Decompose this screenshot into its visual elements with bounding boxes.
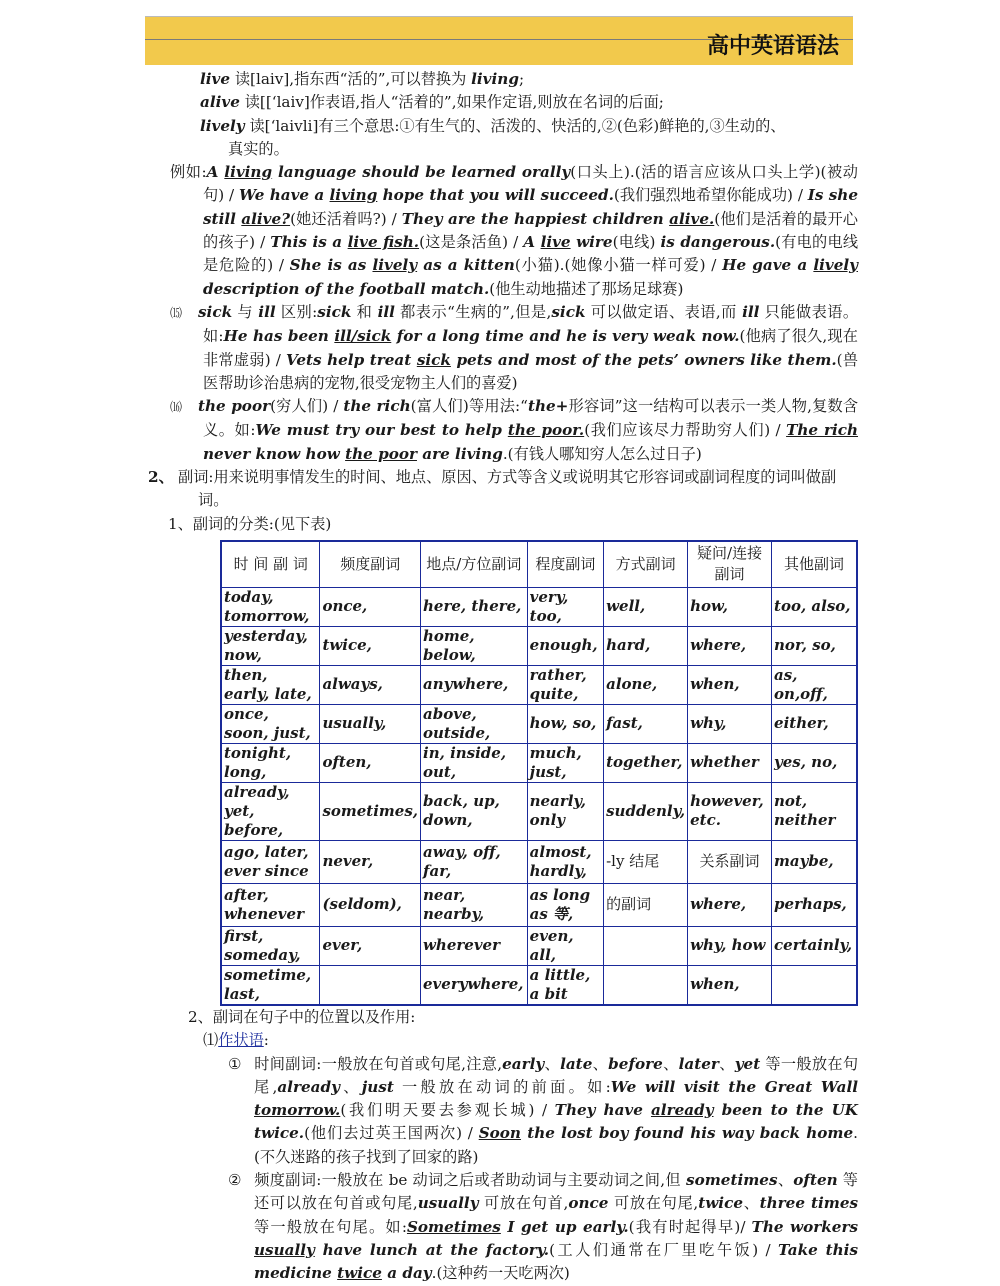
table-cell: once, soon, just, (221, 704, 320, 743)
table-cell: home, below, (421, 626, 528, 665)
table-cell: sometimes, (320, 782, 421, 840)
col-header-time: 时 间 副 词 (221, 541, 320, 588)
alive-definition: alive 读[[‘laiv]作表语,指人“活着的”,如果作定语,则放在名词的后面; (200, 93, 664, 112)
table-cell: why, (688, 704, 772, 743)
col-header-manner: 方式副词 (604, 541, 688, 588)
table-cell (320, 965, 421, 1005)
table-cell: however, etc. (688, 782, 772, 840)
table-cell: always, (320, 665, 421, 704)
page-header (145, 16, 853, 65)
table-cell: maybe, (772, 840, 857, 883)
page-title: 高中英语语法 (706, 34, 839, 59)
document-body (148, 68, 858, 1286)
col-header-degree: 程度副词 (527, 541, 603, 588)
table-cell: why, how (688, 926, 772, 965)
frequency-adverbs-item: ② 频度副词:一般放在 be 动词之后或者助动词与主要动词之间,但 sometimes、often 等还可以放在句首或句尾,usually 可放在句首,once 可放在句尾,twice、three times 等一般放在句尾。如:Sometimes I get up early.(我有时起得早)/ The workers usually have lunch at the factory.(工人们通常在厂里吃午饭) / Take this medicine twice a day.(这种药一天吃两次) (228, 1171, 859, 1283)
table-row (221, 883, 857, 926)
table-cell: a little, a bit (527, 965, 603, 1005)
table-cell: perhaps, (772, 883, 857, 926)
table-cell: here, there, (421, 587, 528, 626)
table-row (221, 587, 857, 626)
table-row (221, 782, 857, 840)
col-header-frequency: 频度副词 (320, 541, 421, 588)
table-cell: yes, no, (772, 743, 857, 782)
table-cell: alone, (604, 665, 688, 704)
section-15: ⒂ sick 与 ill 区别:sick 和 ill 都表示“生病的”,但是,sick 可以做定语、表语,而 ill 只能做表语。如:He has been ill/sick for a long time and he is very weak now.(他病了很久,现在非常虚弱) / Vets help treat sick pets and most of the pets’ owners like them.(兽医帮助诊治患病的宠物,很受宠物主人们的喜爱) (170, 302, 859, 392)
table-cell: together, (604, 743, 688, 782)
table-cell: often, (320, 743, 421, 782)
table-cell: very, too, (527, 587, 603, 626)
example-paragraph: 例如:A living language should be learned orally(口头上).(活的语言应该从口头上学)(被动句) / We have a living hope that you will succeed.(我们强烈地希望你能成功) / Is she still alive?(她还活着吗?) / They are the happiest children alive.(他们是活着的最开心的孩子) / This is a live fish.(这是条活鱼) / A live wire(电线) is dangerous.(有电的电线是危险的) / She is as lively as a kitten(小猫).(她像小猫一样可爱) / He gave a lively description of the football match.(他生动地描述了那场足球赛) (170, 163, 859, 298)
table-cell: much, just, (527, 743, 603, 782)
section-2-adverbs: 2、 副词:用来说明事情发生的时间、地点、原因、方式等含义或说明其它形容词或副词程度的词叫做副词。 (148, 468, 837, 510)
table-cell: too, also, (772, 587, 857, 626)
table-cell: nearly, only (527, 782, 603, 840)
lively-definition-cont: 真实的。 (228, 139, 289, 158)
table-cell: not, neither (772, 782, 857, 840)
table-cell: fast, (604, 704, 688, 743)
table-cell: never, (320, 840, 421, 883)
table-cell: hard, (604, 626, 688, 665)
table-cell: then, early, late, (221, 665, 320, 704)
section-16: ⒃ the poor(穷人们) / the rich(富人们)等用法:“the+形容词”这一结构可以表示一类人物,复数含义。如:We must try our best to help the poor.(我们应该尽力帮助穷人们) / The rich never know how the poor are living.(有钱人哪知穷人怎么过日子) (170, 397, 859, 463)
table-cell: usually, (320, 704, 421, 743)
col-header-other: 其他副词 (772, 541, 857, 588)
table-cell: how, (688, 587, 772, 626)
table-cell: yesterday, now, (221, 626, 320, 665)
table-cell: (seldom), (320, 883, 421, 926)
adverb-table (220, 540, 858, 1006)
table-header-row (221, 541, 857, 588)
table-cell: wherever (421, 926, 528, 965)
table-cell: when, (688, 665, 772, 704)
table-cell: ago, later, ever since (221, 840, 320, 883)
table-cell: well, (604, 587, 688, 626)
table-cell: after, whenever (221, 883, 320, 926)
table-cell: in, inside, out, (421, 743, 528, 782)
table-row (221, 840, 857, 883)
live-definition: live 读[laiv],指东西“活的”,可以替换为 living; (200, 70, 525, 88)
table-cell: anywhere, (421, 665, 528, 704)
table-cell: everywhere, (421, 965, 528, 1005)
table-cell: as long as 等, (527, 883, 603, 926)
table-row (221, 743, 857, 782)
table-cell: as, on,off, (772, 665, 857, 704)
col-header-place: 地点/方位副词 (421, 541, 528, 588)
lively-definition: lively 读[‘laivli]有三个意思:①有生气的、活泼的、快活的,②(色彩)鲜艳的,③生动的、 (200, 116, 786, 135)
table-cell: once, (320, 587, 421, 626)
table-cell (604, 965, 688, 1005)
table-cell: first, someday, (221, 926, 320, 965)
table-row (221, 626, 857, 665)
col-header-interrogative: 疑问/连接副词 (688, 541, 772, 588)
table-row (221, 704, 857, 743)
time-adverbs-item: ① 时间副词:一般放在句首或句尾,注意,early、late、before、later、yet 等一般放在句尾,already、just 一般放在动词的前面。如:We will visit the Great Wall tomorrow.(我们明天要去参观长城) / They have already been to the UK twice.(他们去过英王国两次) / Soon the lost boy found his way back home.(不久迷路的孩子找到了回家的路) (228, 1054, 859, 1166)
adverb-classification-heading: 1、副词的分类:(见下表) (168, 514, 332, 533)
adverbial-subheading: ⑴作状语: (203, 1031, 269, 1050)
table-cell: almost, hardly, (527, 840, 603, 883)
table-cell: where, (688, 626, 772, 665)
table-cell: -ly 结尾 (604, 840, 688, 883)
table-cell: nor, so, (772, 626, 857, 665)
table-cell: already, yet, before, (221, 782, 320, 840)
table-cell: tonight, long, (221, 743, 320, 782)
table-row (221, 965, 857, 1005)
table-cell: ever, (320, 926, 421, 965)
table-cell: certainly, (772, 926, 857, 965)
table-cell: back, up, down, (421, 782, 528, 840)
table-row (221, 926, 857, 965)
table-cell: 的副词 (604, 883, 688, 926)
table-cell: how, so, (527, 704, 603, 743)
table-cell (604, 926, 688, 965)
table-cell: suddenly, (604, 782, 688, 840)
table-cell: above, outside, (421, 704, 528, 743)
table-cell (772, 965, 857, 1005)
table-cell: rather, quite, (527, 665, 603, 704)
table-cell: twice, (320, 626, 421, 665)
table-cell: enough, (527, 626, 603, 665)
table-cell: today, tomorrow, (221, 587, 320, 626)
table-cell: whether (688, 743, 772, 782)
table-row (221, 665, 857, 704)
table-cell: where, (688, 883, 772, 926)
table-cell: when, (688, 965, 772, 1005)
adverb-position-heading: 2、副词在句子中的位置以及作用: (188, 1007, 416, 1026)
table-cell-relative-adverbs: 关系副词 (688, 840, 772, 883)
table-cell: either, (772, 704, 857, 743)
table-cell: away, off, far, (421, 840, 528, 883)
table-cell: even, all, (527, 926, 603, 965)
table-cell: near, nearby, (421, 883, 528, 926)
table-cell: sometime, last, (221, 965, 320, 1005)
